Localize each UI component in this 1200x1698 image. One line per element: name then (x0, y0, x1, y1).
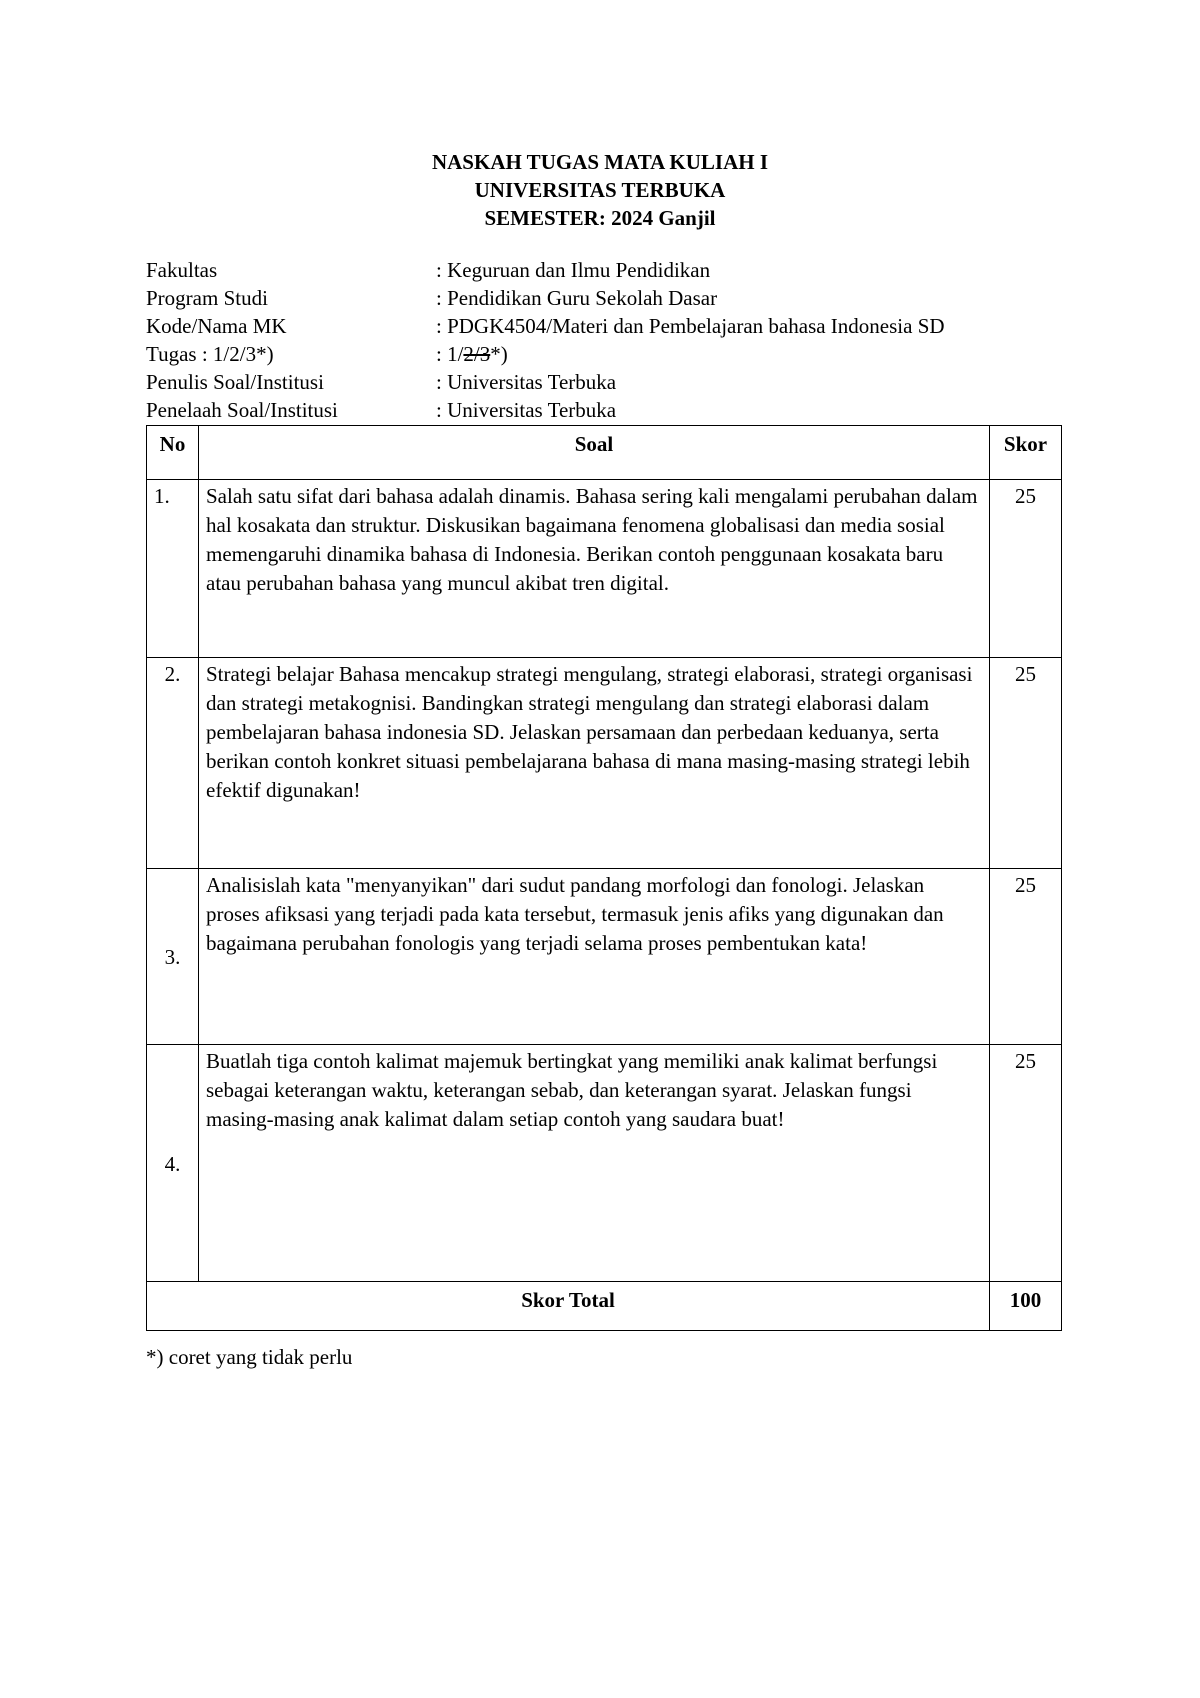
table-row (147, 480, 1062, 658)
info-row-penelaah (146, 396, 945, 424)
info-label: Program Studi (146, 286, 268, 310)
info-value: : Keguruan dan Ilmu Pendidikan (436, 258, 711, 282)
info-value: : PDGK4504/Materi dan Pembelajaran bahasa Indonesia SD (436, 314, 945, 338)
tugas-value-prefix: : 1/ (436, 342, 464, 366)
question-text: Buatlah tiga contoh kalimat majemuk bertingkat yang memiliki anak kalimat berfungsi sebagai keterangan waktu, keterangan sebab, dan keterangan syarat. Jelaskan fungsi masing-masing anak kalimat dalam setiap contoh yang saudara buat! (199, 1045, 990, 1282)
header-no: No (147, 426, 199, 480)
table-row (147, 658, 1062, 869)
total-row (147, 1282, 1062, 1331)
title-line-2: UNIVERSITAS TERBUKA (474, 178, 726, 202)
info-label: Fakultas (146, 258, 218, 282)
info-row-prodi (146, 284, 945, 312)
question-score: 25 (990, 658, 1062, 869)
total-label: Skor Total (147, 1282, 990, 1331)
info-value (436, 340, 508, 368)
question-text: Analisislah kata "menyanyikan" dari sudut pandang morfologi dan fonologi. Jelaskan proses afiksasi yang terjadi pada kata tersebut, termasuk jenis afiks yang digunakan dan bagaimana perubahan fonologis yang terjadi selama proses pembentukan kata! (199, 869, 990, 1045)
footnote: *) coret yang tidak perlu (146, 1345, 353, 1369)
info-label: Kode/Nama MK (146, 314, 287, 338)
info-label: Penulis Soal/Institusi (146, 370, 324, 394)
tugas-value-struck: 2/3 (463, 342, 491, 366)
table-row (147, 869, 1062, 1045)
info-row-penulis (146, 368, 945, 396)
question-text: Salah satu sifat dari bahasa adalah dinamis. Bahasa sering kali mengalami perubahan dalam hal kosakata dan struktur. Diskusikan bagaimana fenomena globalisasi dan media sosial memengaruhi dinamika bahasa di Indonesia. Berikan contoh penggunaan kosakata baru atau perubahan bahasa yang muncul akibat tren digital. (199, 480, 990, 658)
header-skor: Skor (990, 426, 1062, 480)
table-row (147, 1045, 1062, 1282)
question-number: 2. (147, 658, 199, 869)
question-score: 25 (990, 480, 1062, 658)
table-header-row (147, 426, 1062, 480)
tugas-value-suffix: *) (490, 342, 508, 366)
question-score: 25 (990, 869, 1062, 1045)
question-number: 3. (147, 869, 199, 1045)
info-value: : Pendidikan Guru Sekolah Dasar (436, 286, 718, 310)
question-table (146, 425, 1062, 1331)
question-number: 4. (147, 1045, 199, 1282)
info-value: : Universitas Terbuka (436, 370, 617, 394)
info-row-tugas (146, 340, 945, 368)
question-number: 1. (147, 480, 199, 658)
info-row-mk (146, 312, 945, 340)
title-line-3: SEMESTER: 2024 Ganjil (484, 206, 716, 230)
question-text: Strategi belajar Bahasa mencakup strategi mengulang, strategi elaborasi, strategi organisasi dan strategi metakognisi. Bandingkan strategi mengulang dan strategi elaborasi dalam pembelajaran bahasa indonesia SD. Jelaskan persamaan dan perbedaan keduanya, serta berikan contoh konkret situasi pembelajarana bahasa di mana masing-masing strategi lebih efektif digunakan! (199, 658, 990, 869)
question-score: 25 (990, 1045, 1062, 1282)
info-label: Tugas : 1/2/3*) (146, 342, 274, 366)
info-value: : Universitas Terbuka (436, 398, 617, 422)
title-line-1: NASKAH TUGAS MATA KULIAH I (431, 150, 769, 174)
header-soal: Soal (199, 426, 990, 480)
info-row-fakultas (146, 256, 945, 284)
course-info (146, 256, 945, 424)
info-label: Penelaah Soal/Institusi (146, 398, 338, 422)
document-title (0, 148, 1200, 232)
total-score: 100 (990, 1282, 1062, 1331)
